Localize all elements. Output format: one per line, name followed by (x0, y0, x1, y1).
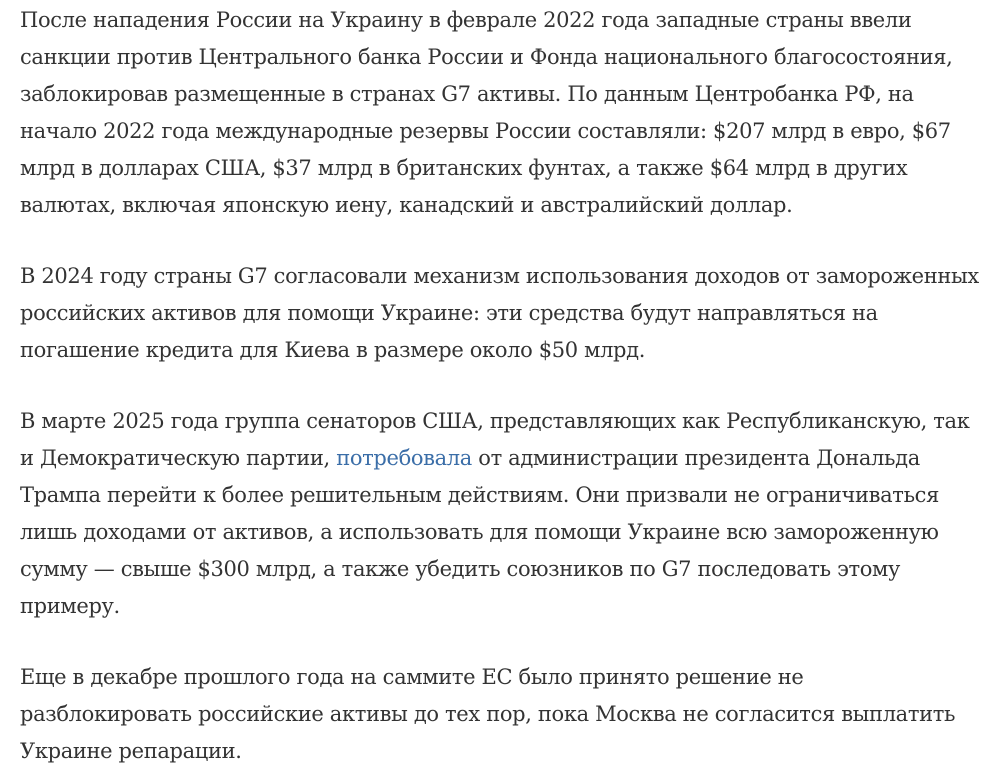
article-body (20, 2, 980, 770)
paragraph-eu-summit: Еще в декабре прошлого года на саммите ЕС было принято решение не разблокировать российские активы до тех пор, пока Москва не согласится выплатить Украине репарации. (20, 665, 956, 763)
paragraph-senators-text-end: от администрации президента Дональда Трампа перейти к более решительным действиям. Они призвали не ограничиваться лишь доходами от активов, а использовать для помощи Украине всю замороженную сумму — свыше $300 млрд, а также убедить союзников по G7 последовать этому примеру. (20, 446, 939, 618)
paragraph-senators (20, 403, 980, 625)
paragraph-sanctions: После нападения России на Украину в феврале 2022 года западные страны ввели санкции против Центрального банка России и Фонда национального благосостояния, заблокировав размещенные в странах G7 активы. По данным Центробанка РФ, на начало 2022 года международные резервы России составляли: $207 млрд в евро, $67 млрд в долларах США, $37 млрд в британских фунтах, а также $64 млрд в других валютах, включая японскую иену, канадский и австралийский доллар. (20, 8, 953, 217)
paragraph-g7-mechanism: В 2024 году страны G7 согласовали механизм использования доходов от замороженных российских активов для помощи Украине: эти средства будут направляться на погашение кредита для Киева в размере около $50 млрд. (20, 264, 979, 362)
paragraph-senators-text-start: В марте 2025 года группа сенаторов США, представляющих как Республиканскую, так и Демократическую партии, (20, 409, 970, 470)
demanded-link[interactable]: потребовала (336, 446, 472, 470)
